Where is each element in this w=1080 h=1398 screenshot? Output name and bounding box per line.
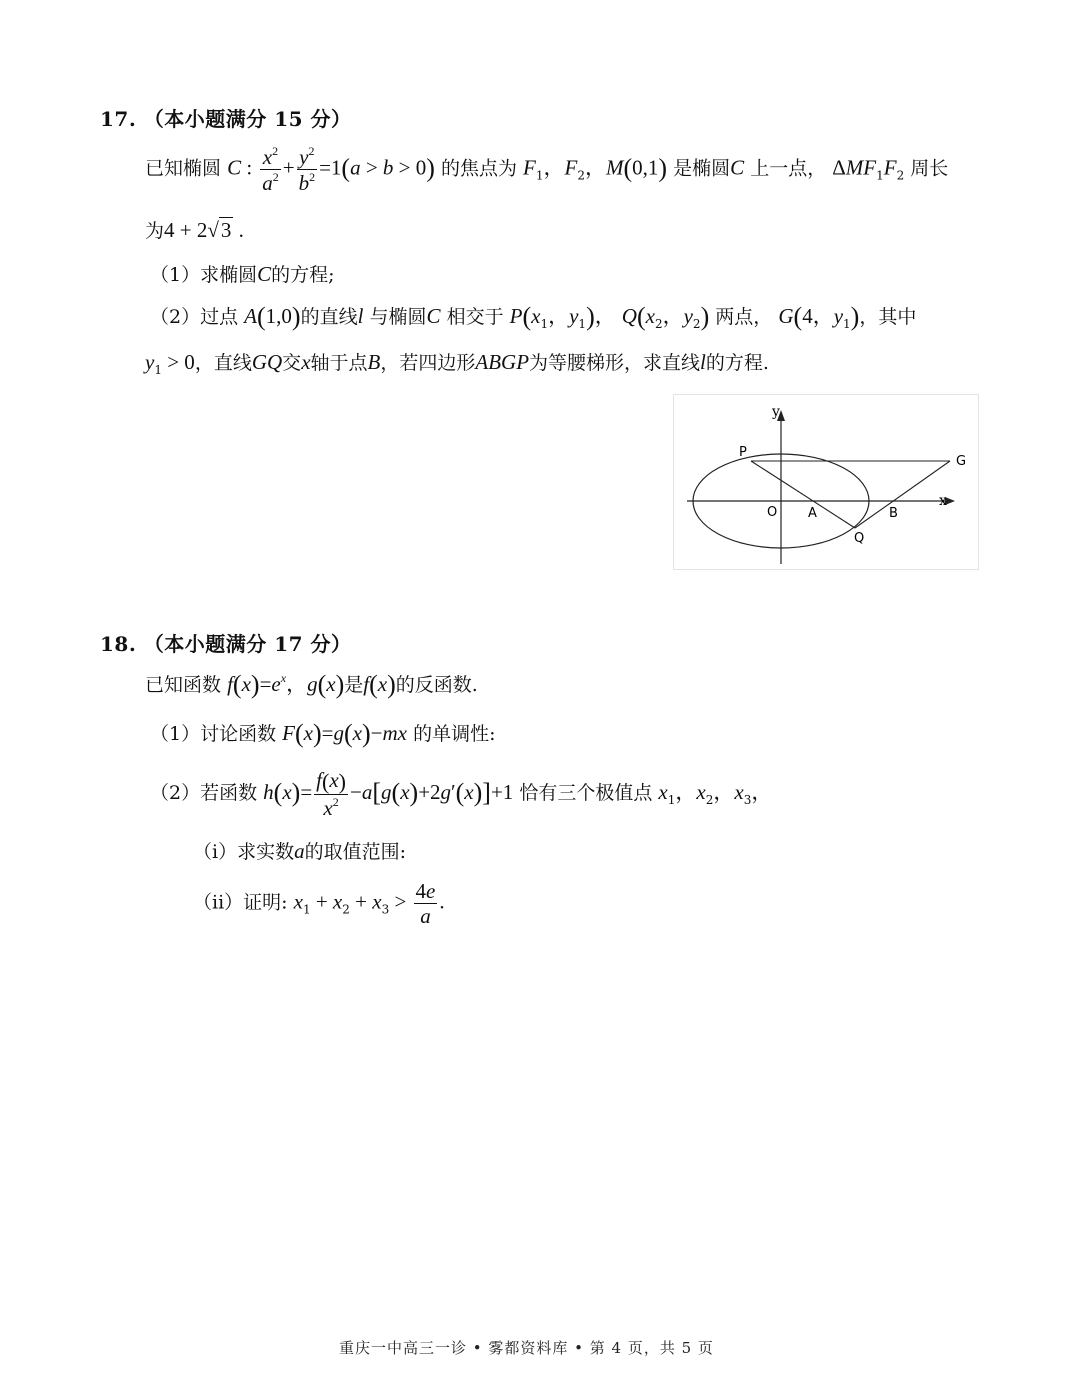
- label-g: G: [956, 454, 967, 469]
- label-x: x: [939, 493, 947, 509]
- q18-score: （本小题满分 17 分）: [143, 632, 352, 656]
- q18-stem: 已知函数 $f(x)=e^x$，g(x)是f(x)的反函数.: [145, 670, 478, 699]
- q17-number: 17.: [100, 107, 137, 131]
- q17-header: [100, 103, 352, 132]
- page-footer: 重庆一中高三一诊 • 雾都资料库 • 第 4 页，共 5 页: [339, 1339, 714, 1357]
- q18-header: [100, 628, 352, 657]
- q18-sub-ii: （ii）证明: $x_1 + x_2 + x_3$ > $\frac{4e}{a}$ .: [193, 879, 445, 929]
- ellipse-diagram: [673, 394, 979, 570]
- q17-part1: （1）求椭圆C的方程;: [150, 262, 335, 286]
- label-b: B: [889, 506, 898, 521]
- label-p: P: [739, 445, 747, 460]
- q18-part2: （2）若函数 h(x)= $\frac{f(x)}{x^2}$ −a[g(x)+2g′(x)]+1 恰有三个极值点 $x_1$，$x_2$，$x_3$，: [150, 768, 773, 821]
- q17-stem-line2: 为4 + 2√3 .: [145, 218, 244, 242]
- q18-sub-i: （i）求实数a的取值范围:: [193, 839, 406, 863]
- q17-score: （本小题满分 15 分）: [143, 107, 352, 131]
- label-q: Q: [854, 531, 865, 546]
- line-gq: [855, 461, 950, 528]
- ellipse-figure: [673, 394, 979, 570]
- label-y: y: [772, 404, 780, 420]
- label-a: A: [808, 506, 817, 521]
- frac-4e-a: $\frac{4e}{a}$: [415, 879, 436, 929]
- frac-y2-b2: $\frac{y^2}{b^2}$: [298, 144, 316, 196]
- label-o: O: [767, 505, 778, 520]
- frac-x2-a2: $\frac{x^2}{a^2}$: [262, 144, 279, 196]
- q18-part1: （1）讨论函数 F(x)=g(x)−mx 的单调性:: [150, 719, 496, 748]
- q17-part2-line2: $y_1 > 0$，直线GQ交x轴于点B，若四边形ABGP为等腰梯形，求直线l的方程.: [145, 350, 769, 377]
- q17-part2-line1: （2）过点 A(1,0)的直线l 与椭圆C 相交于 $P(x_1$，$y_1$)， $Q(x_2$，$y_2$) 两点， G(4，$y_1$)，其中: [150, 302, 917, 331]
- q17-stem-line1: 已知椭圆 C : $\frac{x^2}{a^2}$ + $\frac{y^2}{b^2}$ =1(a > b > 0) 的焦点为 $F_1$，$F_2$，M(0,1) 是椭圆C 上一点， $\Delta MF_1F_2$ 周长: [145, 144, 949, 196]
- frac-fx-x2: $\frac{f(x)}{x^2}$: [316, 768, 346, 821]
- q18-number: 18.: [100, 632, 137, 656]
